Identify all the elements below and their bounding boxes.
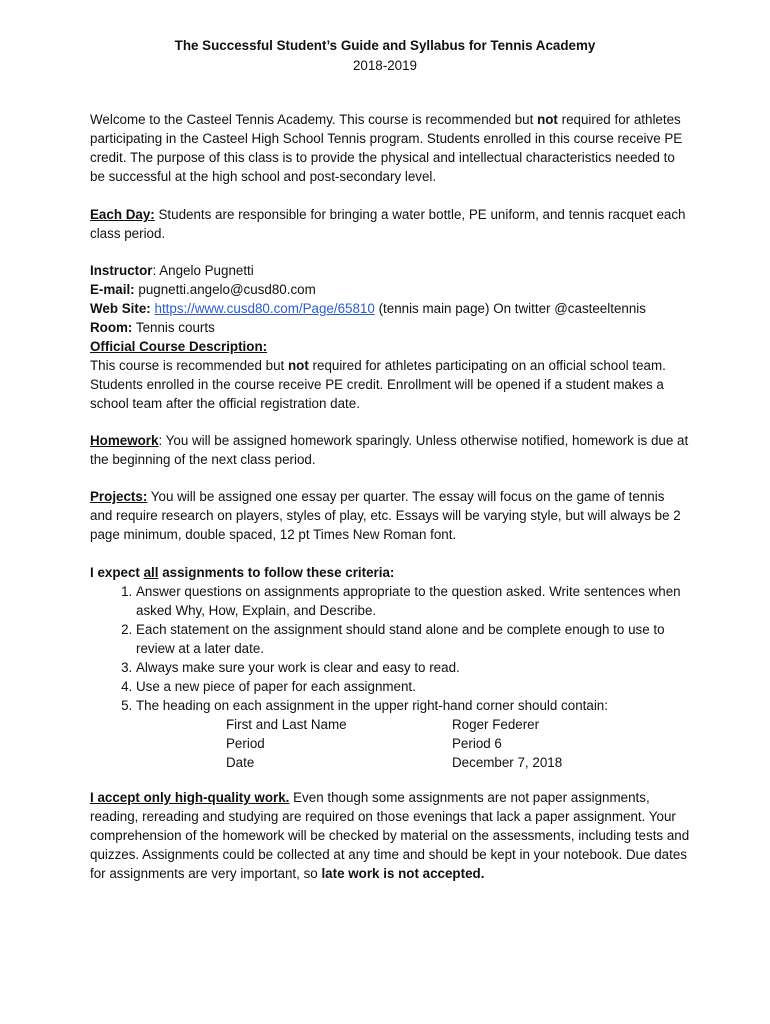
page-title: The Successful Student’s Guide and Syllabus for Tennis Academy [174, 38, 596, 53]
room-label: Room: [90, 320, 133, 335]
quality-text: Even though some assignments are not paper assignments, reading, rereading and studying are required on those evenings that lack a paper assignment. Your comprehension of the homework will be checked by material on the assessments, including tests and quizzes. Assignments could be collected at any time and should be kept in your notebook. Due dates for assignments are very important, so [90, 790, 690, 881]
heading-label: Period [226, 736, 265, 751]
welcome-text-a: Welcome to the Casteel Tennis Academy. This course is recommended but [90, 112, 538, 127]
table-row [136, 753, 690, 772]
heading-label: Date [226, 755, 255, 770]
welcome-bold: not [537, 112, 558, 127]
each-day-text: Students are responsible for bringing a water bottle, PE uniform, and tennis racquet each class period. [90, 207, 686, 241]
heading-example-table [136, 715, 690, 772]
table-row [136, 715, 690, 734]
instructor-value: : Angelo Pugnetti [152, 263, 254, 278]
heading-example: Period 6 [452, 736, 502, 751]
heading-label: First and Last Name [226, 717, 347, 732]
list-item: 2. Each statement on the assignment should stand alone and be complete enough to use to review at a later date. [136, 620, 690, 658]
criteria-heading-all: all [143, 565, 159, 580]
homework-label: Homework [90, 433, 159, 448]
welcome-paragraph [90, 110, 690, 186]
welcome-text-b: required for athletes participating in the Casteel High School Tennis program. Students enrolled in this course receive PE credit. The purpose of this class is to provide the physical and intellectual characteristics needed to be successful at the high school and post-secondary level. [90, 112, 683, 184]
list-item: 4. Use a new piece of paper for each assignment. [136, 677, 690, 696]
website-link[interactable]: https://www.cusd80.com/Page/65810 [154, 301, 375, 316]
list-item: 5. The heading on each assignment in the upper right-hand corner should contain: [136, 696, 690, 715]
official-text-b: required for athletes participating on an official school team. Students enrolled in the course receive PE credit. Enrollment will be opened if a student makes a school team after the official registration date. [90, 358, 666, 411]
heading-example: Roger Federer [452, 717, 540, 732]
room-value: Tennis courts [132, 320, 215, 335]
criteria-list [90, 582, 690, 715]
contact-info [90, 261, 690, 413]
heading-example: December 7, 2018 [452, 755, 563, 770]
projects-label: Projects: [90, 489, 148, 504]
each-day-paragraph [90, 205, 690, 243]
instructor-label: Instructor [90, 263, 153, 278]
list-item: 1. Answer questions on assignments appropriate to the question asked. Write sentences when asked Why, How, Explain, and Describe. [136, 582, 690, 620]
website-after: (tennis main page) On twitter @casteeltennis [374, 301, 646, 316]
projects-paragraph [90, 487, 690, 544]
email-label: E-mail: [90, 282, 135, 297]
official-text-a: This course is recommended but [90, 358, 288, 373]
quality-paragraph [90, 788, 690, 883]
projects-text: You will be assigned one essay per quarter. The essay will focus on the game of tennis and require research on players, styles of play, etc. Essays will be varying style, but will always be 2 page minimum, double spaced, 12 pt Times New Roman font. [90, 489, 681, 542]
criteria-section [90, 563, 690, 772]
criteria-heading-a: I expect [90, 565, 144, 580]
school-year: 2018-2019 [352, 58, 418, 73]
official-bold: not [287, 358, 309, 373]
email-value: pugnetti.angelo@cusd80.com [134, 282, 316, 297]
website-label: Web Site: [90, 301, 151, 316]
official-description-heading: Official Course Description: [90, 339, 268, 354]
homework-text: : You will be assigned homework sparingly. Unless otherwise notified, homework is due at the beginning of the next class period. [90, 433, 689, 467]
quality-label: I accept only high-quality work. [90, 790, 290, 805]
criteria-heading-b: assignments to follow these criteria: [158, 565, 395, 580]
table-row [136, 734, 690, 753]
late-work-note: late work is not accepted. [321, 866, 485, 881]
each-day-label: Each Day: [90, 207, 155, 222]
list-item: 3. Always make sure your work is clear and easy to read. [136, 658, 690, 677]
homework-paragraph [90, 431, 690, 469]
